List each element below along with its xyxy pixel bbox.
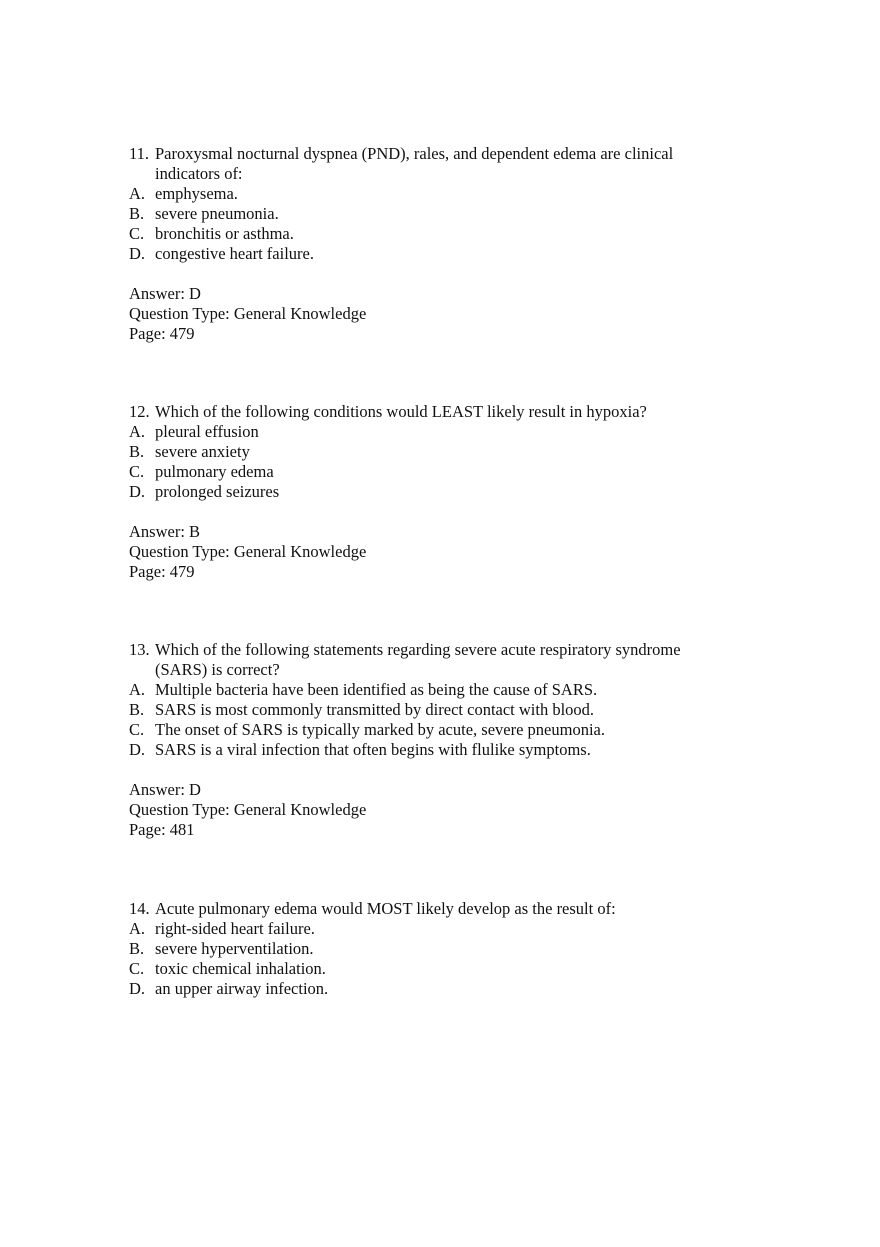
option-a [129,919,769,939]
option-text: pleural effusion [155,422,259,441]
question-text-continued: (SARS) is correct? [155,660,280,679]
answer: Answer: D [129,284,201,303]
option-c [129,462,769,482]
question-number: 11. [129,144,150,163]
option-text: toxic chemical inhalation. [155,959,326,978]
question-12 [129,402,769,582]
option-a [129,184,769,204]
option-text: congestive heart failure. [155,244,314,263]
page-reference: Page: 481 [129,820,195,839]
answer-block [129,284,769,344]
answer: Answer: D [129,780,201,799]
option-letter: B. [129,204,145,223]
option-text: Multiple bacteria have been identified as being the cause of SARS. [155,680,598,699]
option-letter: A. [129,422,146,441]
option-b [129,939,769,959]
question-stem [129,144,769,164]
question-text: Acute pulmonary edema would MOST likely develop as the result of: [155,899,616,918]
option-letter: B. [129,939,145,958]
option-text: severe pneumonia. [155,204,279,223]
option-letter: A. [129,184,146,203]
question-text-continued: indicators of: [155,164,243,183]
option-b [129,204,769,224]
question-type: Question Type: General Knowledge [129,800,367,819]
option-letter: D. [129,482,146,501]
option-d [129,740,769,760]
question-stem [129,402,769,422]
question-number: 13. [129,640,150,659]
answer-block [129,522,769,582]
option-a [129,680,769,700]
option-text: emphysema. [155,184,238,203]
option-text: prolonged seizures [155,482,280,501]
option-letter: D. [129,740,146,759]
question-11 [129,144,769,344]
option-letter: C. [129,462,145,481]
answer-block [129,780,769,840]
question-stem [129,640,769,660]
option-letter: A. [129,919,146,938]
question-text: Which of the following conditions would LEAST likely result in hypoxia? [155,402,647,421]
option-a [129,422,769,442]
option-letter: C. [129,959,145,978]
option-d [129,979,769,999]
option-text: severe anxiety [155,442,250,461]
option-text: The onset of SARS is typically marked by acute, severe pneumonia. [155,720,605,739]
option-text: right-sided heart failure. [155,919,315,938]
question-stem [129,899,769,919]
page-reference: Page: 479 [129,562,195,581]
option-b [129,442,769,462]
option-d [129,244,769,264]
question-number: 12. [129,402,150,421]
answer: Answer: B [129,522,201,541]
question-14 [129,899,769,999]
question-type: Question Type: General Knowledge [129,542,367,561]
question-text: Which of the following statements regarding severe acute respiratory syndrome [155,640,681,659]
option-letter: D. [129,979,146,998]
option-letter: B. [129,442,145,461]
option-letter: C. [129,720,145,739]
option-text: pulmonary edema [155,462,274,481]
option-b [129,700,769,720]
question-type: Question Type: General Knowledge [129,304,367,323]
option-text: SARS is most commonly transmitted by direct contact with blood. [155,700,595,719]
option-c [129,224,769,244]
option-text: SARS is a viral infection that often begins with flulike symptoms. [155,740,591,759]
question-13 [129,640,769,840]
question-text: Paroxysmal nocturnal dyspnea (PND), rales, and dependent edema are clinical [155,144,674,163]
option-letter: B. [129,700,145,719]
option-letter: A. [129,680,146,699]
option-d [129,482,769,502]
option-letter: C. [129,224,145,243]
page-reference: Page: 479 [129,324,195,343]
option-text: bronchitis or asthma. [155,224,294,243]
option-text: severe hyperventilation. [155,939,314,958]
option-letter: D. [129,244,146,263]
option-text: an upper airway infection. [155,979,329,998]
question-number: 14. [129,899,150,918]
option-c [129,720,769,740]
option-c [129,959,769,979]
